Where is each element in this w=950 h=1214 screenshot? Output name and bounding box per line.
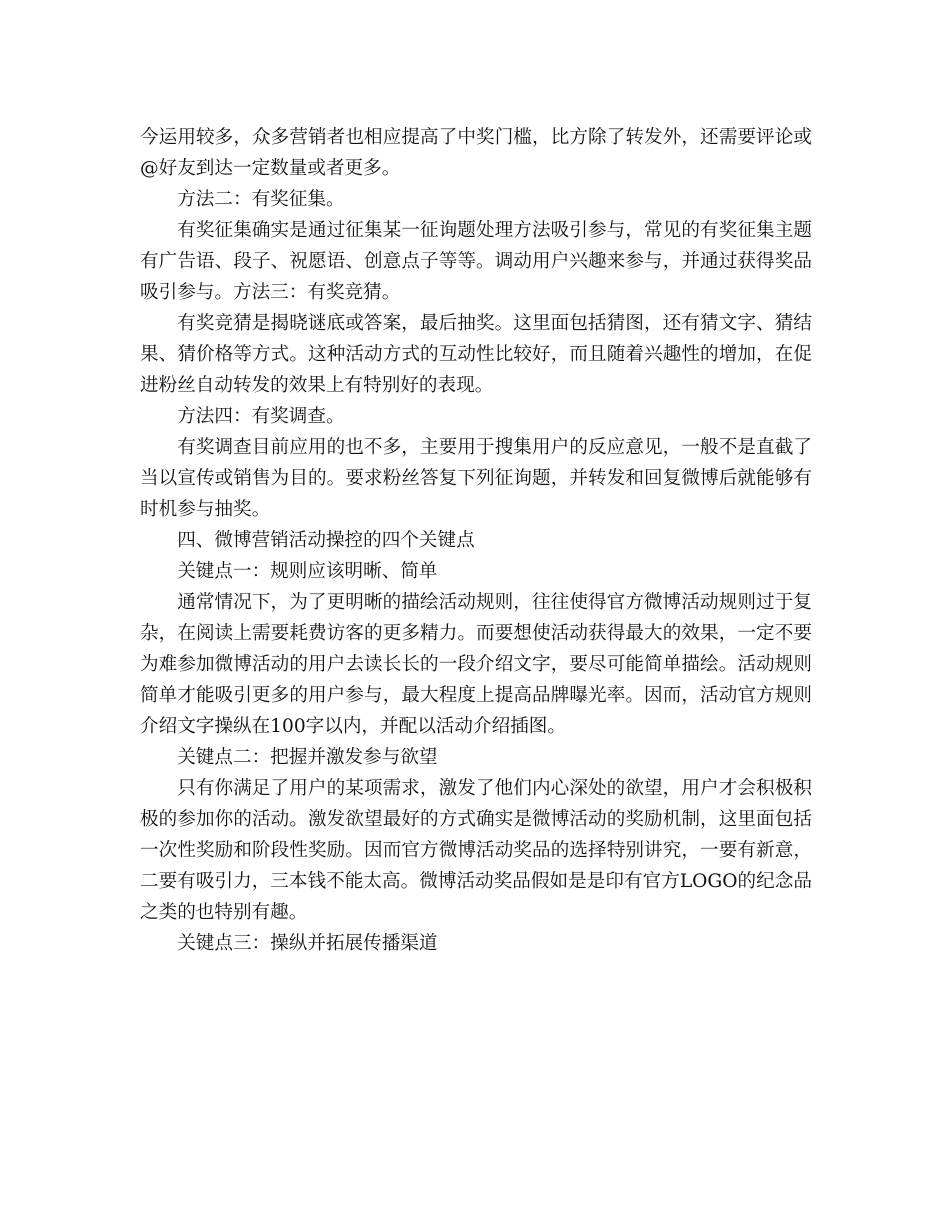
key-point-one-heading: 关键点一：规则应该明晰、简单 — [177, 561, 438, 582]
document-body — [140, 122, 812, 959]
key-point-two-heading: 关键点二：把握并激发参与欲望 — [177, 747, 438, 768]
paragraph-rules: 通常情况下，为了更明晰的描绘活动规则，往往使得官方微博活动规则过于复杂，在阅读上需要耗费访客的更多精力。而要想使活动获得最大的效果，一定不要为难参加微博活动的用户去读长长的一段介绍文字，要尽可能简单描绘。活动规则简单才能吸引更多的用户参与，最大程度上提高品牌曝光率。因而，活动官方规则介绍文字操纵在100字以内，并配以活动介绍插图。 — [140, 592, 812, 737]
paragraph-prize-collection: 有奖征集确实是通过征集某一征询题处理方法吸引参与，常见的有奖征集主题有广告语、段子、祝愿语、创意点子等等。调动用户兴趣来参与，并通过获得奖品吸引参与。方法三：有奖竞猜。 — [140, 220, 812, 303]
method-two-heading: 方法二：有奖征集。 — [177, 189, 345, 210]
paragraph-prize-guessing: 有奖竞猜是揭晓谜底或答案，最后抽奖。这里面包括猜图，还有猜文字、猜结果、猜价格等方式。这种活动方式的互动性比较好，而且随着兴趣性的增加，在促进粉丝自动转发的效果上有特别好的表现。 — [140, 313, 812, 396]
section-four-heading: 四、微博营销活动操控的四个关键点 — [177, 530, 475, 551]
paragraph-prize-survey: 有奖调查目前应用的也不多，主要用于搜集用户的反应意见，一般不是直截了当以宣传或销售为目的。要求粉丝答复下列征询题，并转发和回复微博后就能够有时机参与抽奖。 — [140, 437, 812, 520]
key-point-three-heading: 关键点三：操纵并拓展传播渠道 — [177, 933, 438, 954]
paragraph-desire: 只有你满足了用户的某项需求，激发了他们内心深处的欲望，用户才会积极积极的参加你的活动。激发欲望最好的方式确实是微博活动的奖励机制，这里面包括一次性奖励和阶段性奖励。因而官方微博活动奖品的选择特别讲究，一要有新意，二要有吸引力，三本钱不能太高。微博活动奖品假如是是印有官方LOGO的纪念品之类的也特别有趣。 — [140, 778, 812, 923]
method-four-heading: 方法四：有奖调查。 — [177, 406, 345, 427]
paragraph-continuation: 今运用较多，众多营销者也相应提高了中奖门槛，比方除了转发外，还需要评论或@好友到达一定数量或者更多。 — [140, 127, 812, 179]
